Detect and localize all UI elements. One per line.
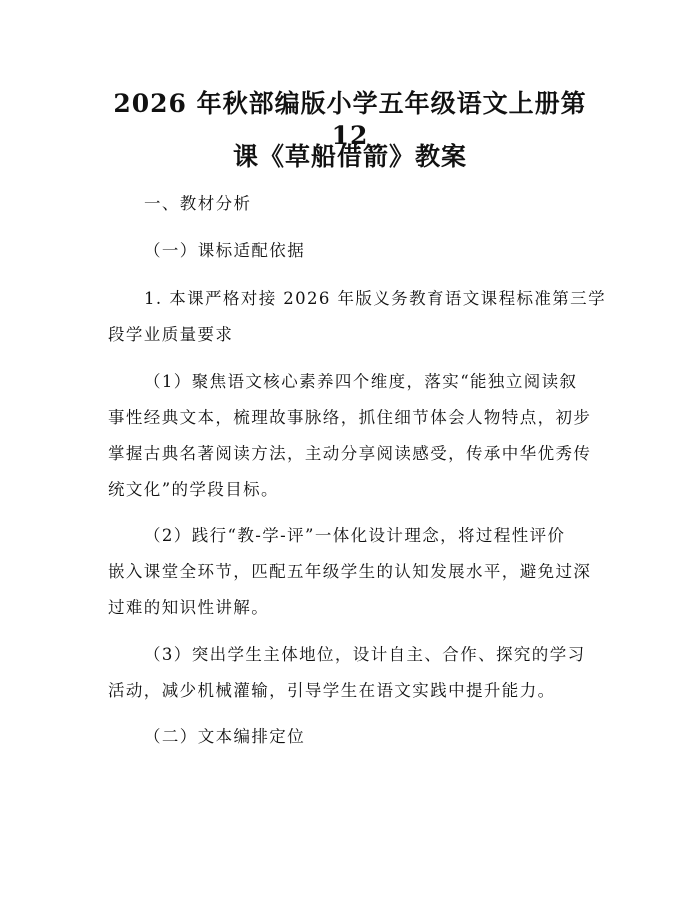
paragraph-3-line-1: （2）践行“教-学-评”一体化设计理念，将过程性评价	[144, 526, 566, 545]
paragraph-4-line-1: （3）突出学生主体地位，设计自主、合作、探究的学习	[144, 645, 586, 664]
paragraph-1-line-2: 段学业质量要求	[108, 325, 234, 344]
paragraph-1-line-1: 1. 本课严格对接 2026 年版义务教育语文课程标准第三学	[144, 289, 606, 308]
paragraph-2-line-2: 事性经典文本，梳理故事脉络，抓住细节体会人物特点，初步	[108, 408, 592, 427]
paragraph-2-line-3: 掌握古典名著阅读方法，主动分享阅读感受，传承中华优秀传	[108, 444, 592, 463]
paragraph-3-line-2: 嵌入课堂全环节，匹配五年级学生的认知发展水平，避免过深	[108, 562, 592, 581]
subsection-heading-text-positioning: （二）文本编排定位	[144, 727, 306, 746]
paragraph-3-line-3: 过难的知识性讲解。	[108, 598, 270, 617]
paragraph-4-line-2: 活动，减少机械灌输，引导学生在语文实践中提升能力。	[108, 681, 556, 700]
section-heading-textbook-analysis: 一、教材分析	[144, 194, 252, 213]
document-title-line-2: 课《草船借箭》教案	[232, 142, 467, 171]
paragraph-2-line-4: 统文化”的学段目标。	[108, 480, 279, 499]
subsection-heading-curriculum-basis: （一）课标适配依据	[144, 241, 306, 260]
document-title-line-1: 2026 年秋部编版小学五年级语文上册第 12	[113, 89, 587, 150]
paragraph-2-line-1: （1）聚焦语文核心素养四个维度，落实“能独立阅读叙	[144, 372, 578, 391]
